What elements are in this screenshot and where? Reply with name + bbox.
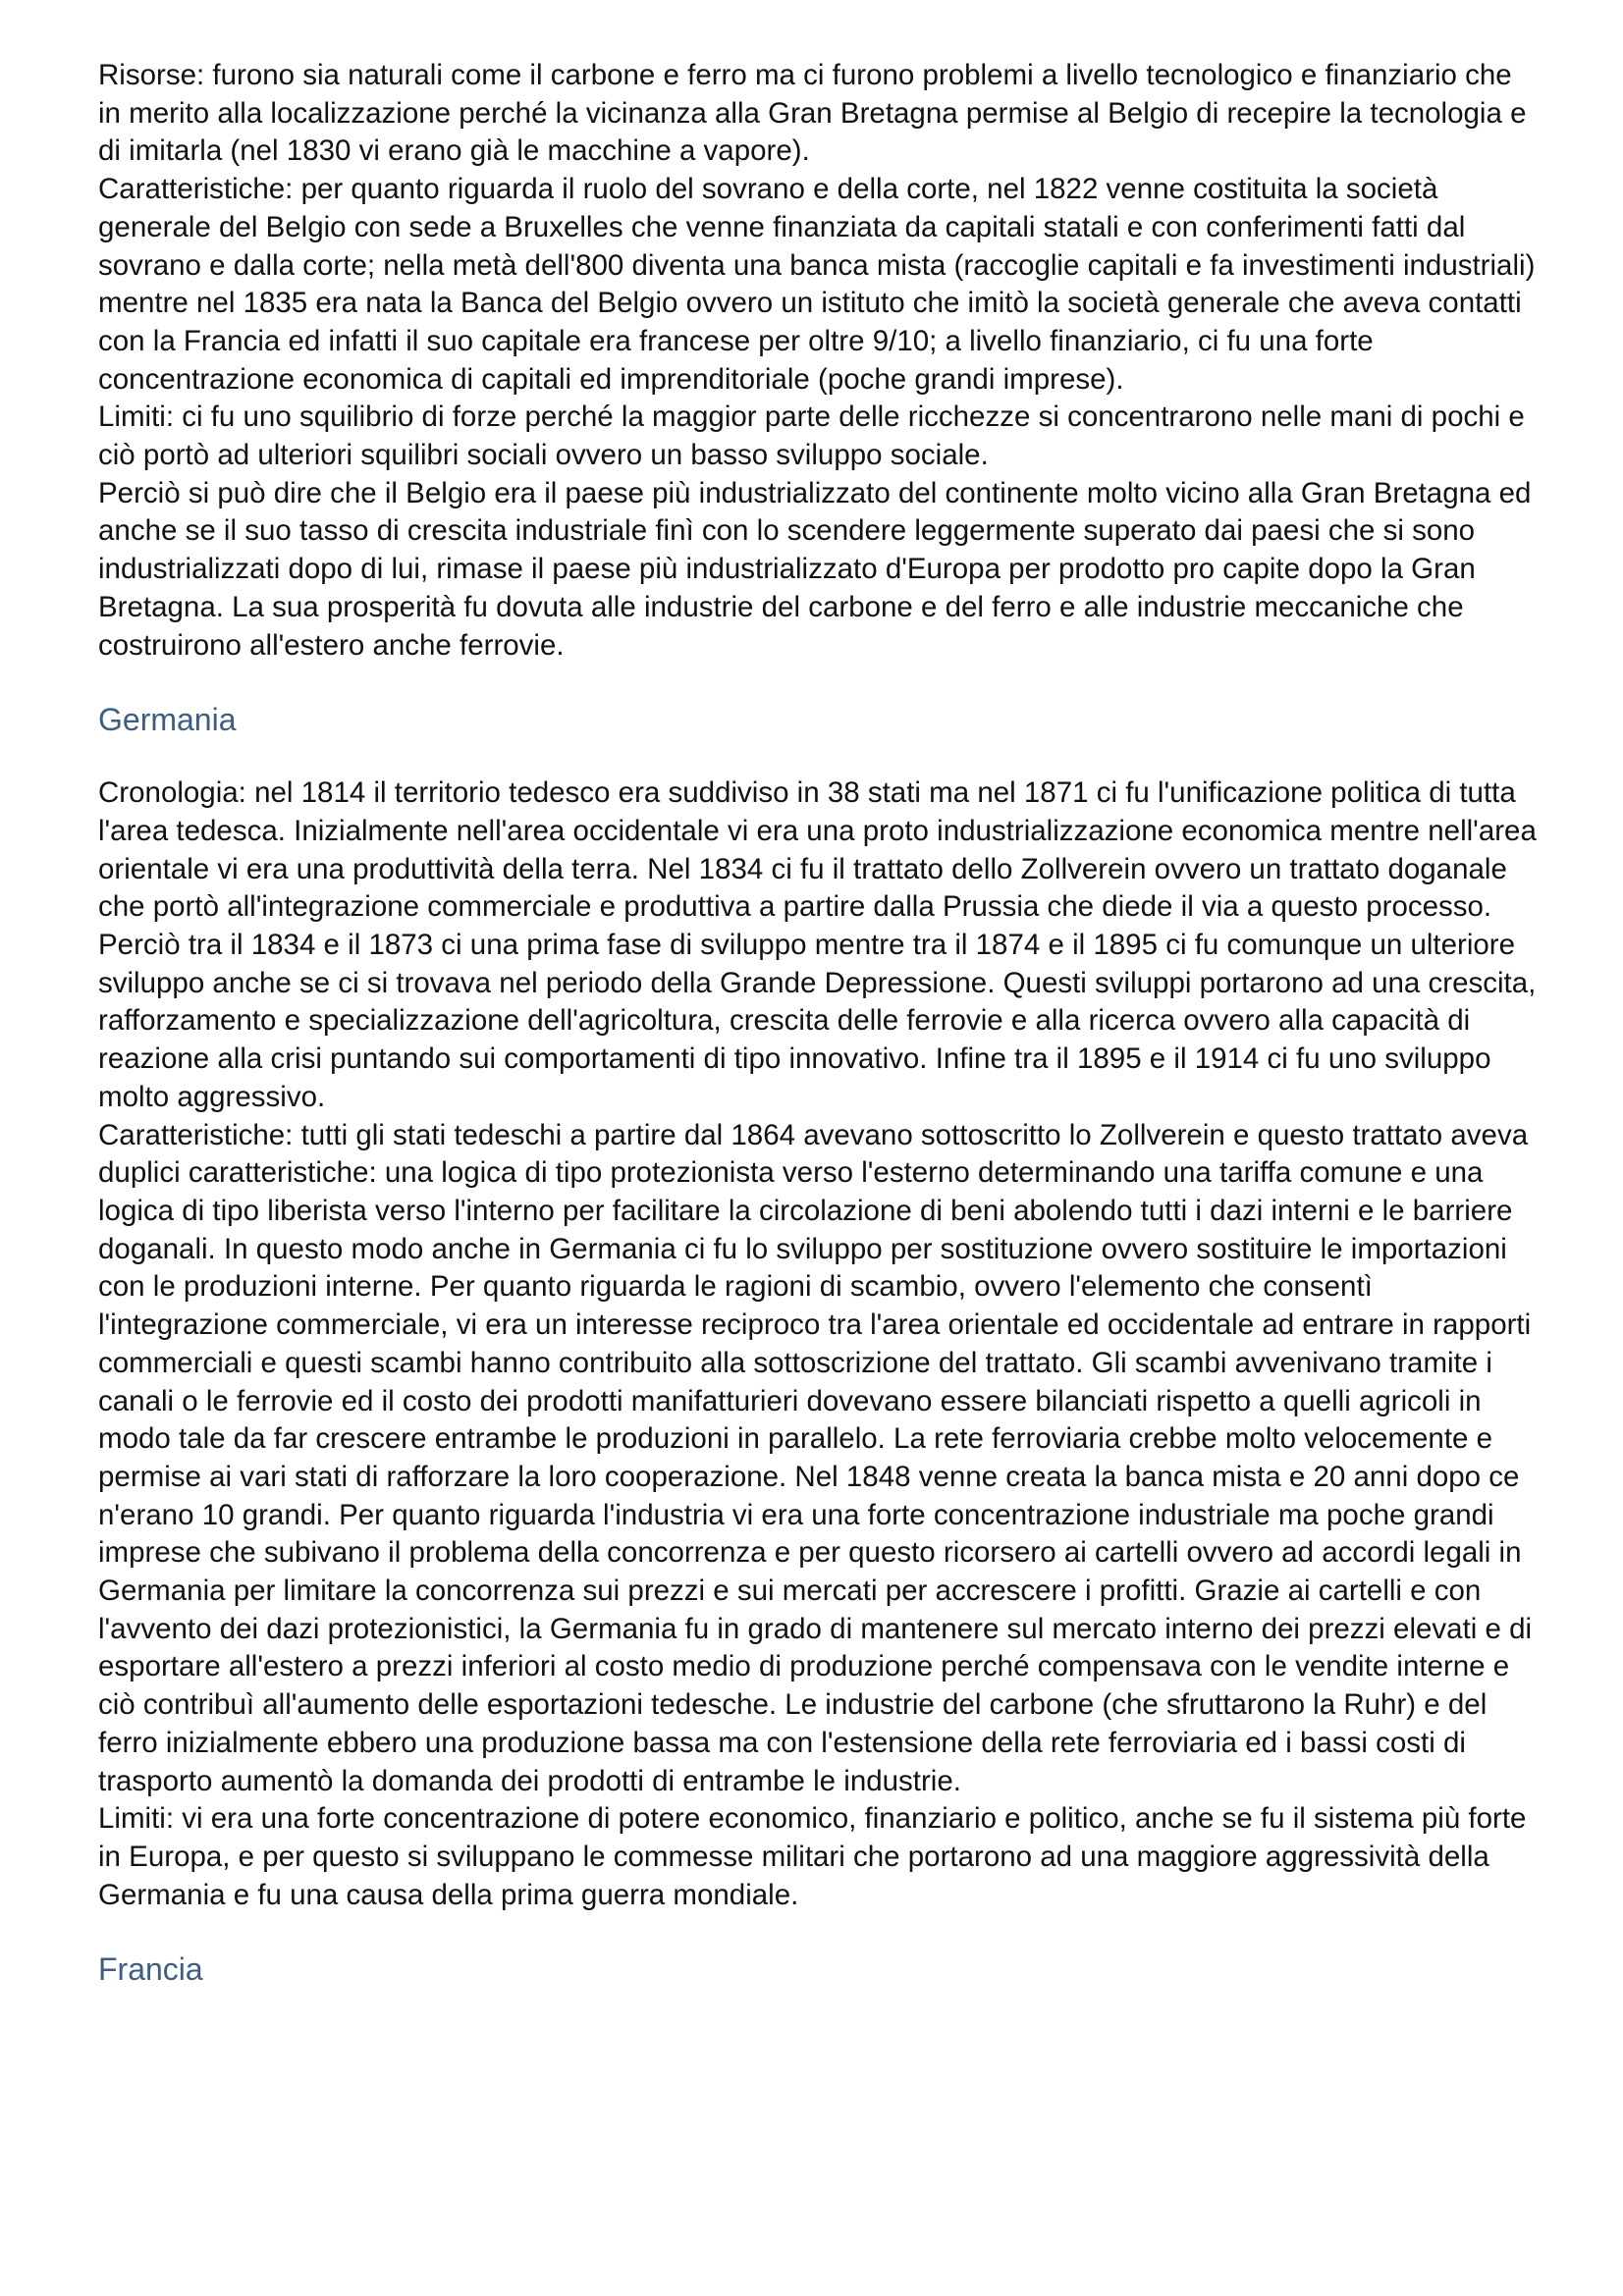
paragraph-belgio-conclusione: Perciò si può dire che il Belgio era il paese più industrializzato del continente molto vicino alla Gran Bretagna ed anche se il suo tasso di crescita industriale finì con lo scendere leggermente superato dai paesi che si sono industrializzati dopo di lui, rimase il paese più industrializzato d'Europa per prodotto pro capite dopo la Gran Bretagna. La sua prosperità fu dovuta alle industrie del carbone e del ferro e alle industrie meccaniche che costruirono all'estero anche ferrovie. [98, 476, 1532, 662]
paragraph-belgio-risorse: Risorse: furono sia naturali come il carbone e ferro ma ci furono problemi a livello tecnologico e finanziario che in merito alla localizzazione perché la vicinanza alla Gran Bretagna permise al Belgio di recepire la tecnologia e di imitarla (nel 1830 vi erano già le macchine a vapore). [98, 59, 1527, 168]
section-germania [98, 700, 1542, 1914]
paragraph-germania-caratteristiche: Caratteristiche: tutti gli stati tedeschi a partire dal 1864 avevano sottoscritto lo Zollverein e questo trattato aveva duplici caratteristiche: una logica di tipo protezionista verso l'esterno determinando una tariffa comune e una logica di tipo liberista verso l'interno per facilitare la circolazione di beni abolendo tutti i dazi interni e le barriere doganali. In questo modo anche in Germania ci fu lo sviluppo per sostituzione ovvero sostituire le importazioni con le produzioni interne. Per quanto riguarda le ragioni di scambio, ovvero l'elemento che consentì l'integrazione commerciale, vi era un interesse reciproco tra l'area orientale ed occidentale ad entrare in rapporti commerciali e questi scambi hanno contribuito alla sottoscrizione del trattato. Gli scambi avvenivano tramite i canali o le ferrovie ed il costo dei prodotti manifatturieri dovevano essere bilanciati rispetto a quelli agricoli in modo tale da far crescere entrambe le produzioni in parallelo. La rete ferroviaria crebbe molto velocemente e permise ai vari stati di rafforzare la loro cooperazione. Nel 1848 venne creata la banca mista e 20 anni dopo ce n'erano 10 grandi. Per quanto riguarda l'industria vi era una forte concentrazione industriale ma poche grandi imprese che subivano il problema della concorrenza e per questo ricorsero ai cartelli ovvero ad accordi legali in Germania per limitare la concorrenza sui prezzi e sui mercati per accrescere i profitti. Grazie ai cartelli e con l'avvento dei dazi protezionistici, la Germania fu in grado di mantenere sul mercato interno dei prezzi elevati e di esportare all'estero a prezzi inferiori al costo medio di produzione perché compensava con le vendite interne e ciò contribuì all'aumento delle esportazioni tedesche. Le industrie del carbone (che sfruttarono la Ruhr) e del ferro inizialmente ebbero una produzione bassa ma con l'estensione della rete ferroviaria ed i bassi costi di trasporto aumentò la domanda dei prodotti di entrambe le industrie. [98, 1118, 1533, 1797]
document-page [98, 57, 1542, 1989]
heading-germania: Germania [98, 702, 237, 738]
section-belgio [98, 57, 1542, 665]
paragraph-germania-limiti: Limiti: vi era una forte concentrazione di potere economico, finanziario e politico, anche se fu il sistema più forte in Europa, e per questo si sviluppano le commesse militari che portarono ad una maggiore aggressività della Germania e fu una causa della prima guerra mondiale. [98, 1802, 1527, 1911]
heading-francia: Francia [98, 1951, 203, 1988]
section-francia [98, 1949, 1542, 1989]
paragraph-belgio-caratteristiche: Caratteristiche: per quanto riguarda il ruolo del sovrano e della corte, nel 1822 venne costituita la società generale del Belgio con sede a Bruxelles che venne finanziata da capitali statali e con conferimenti fatti dal sovrano e dalla corte; nella metà dell'800 diventa una banca mista (raccoglie capitali e fa investimenti industriali) mentre nel 1835 era nata la Banca del Belgio ovvero un istituto che imitò la società generale che aveva contatti con la Francia ed infatti il suo capitale era francese per oltre 9/10; a livello finanziario, ci fu una forte concentrazione economica di capitali ed imprenditoriale (poche grandi imprese). [98, 173, 1536, 396]
paragraph-belgio-limiti: Limiti: ci fu uno squilibrio di forze perché la maggior parte delle ricchezze si concentrarono nelle mani di pochi e ciò portò ad ulteriori squilibri sociali ovvero un basso sviluppo sociale. [98, 400, 1525, 472]
paragraph-germania-cronologia: Cronologia: nel 1814 il territorio tedesco era suddiviso in 38 stati ma nel 1871 ci fu l'unificazione politica di tutta l'area tedesca. Inizialmente nell'area occidentale vi era una proto industrializzazione economica mentre nell'area orientale vi era una produttività della terra. Nel 1834 ci fu il trattato dello Zollverein ovvero un trattato doganale che portò all'integrazione commerciale e produttiva a partire dalla Prussia che diede il via a questo processo. Perciò tra il 1834 e il 1873 ci una prima fase di sviluppo mentre tra il 1874 e il 1895 ci fu comunque un ulteriore sviluppo anche se ci si trovava nel periodo della Grande Depressione. Questi sviluppi portarono ad una crescita, rafforzamento e specializzazione dell'agricoltura, crescita delle ferrovie e alla ricerca ovvero alla capacità di reazione alla crisi puntando sui comportamenti di tipo innovativo. Infine tra il 1895 e il 1914 ci fu uno sviluppo molto aggressivo. [98, 776, 1537, 1113]
